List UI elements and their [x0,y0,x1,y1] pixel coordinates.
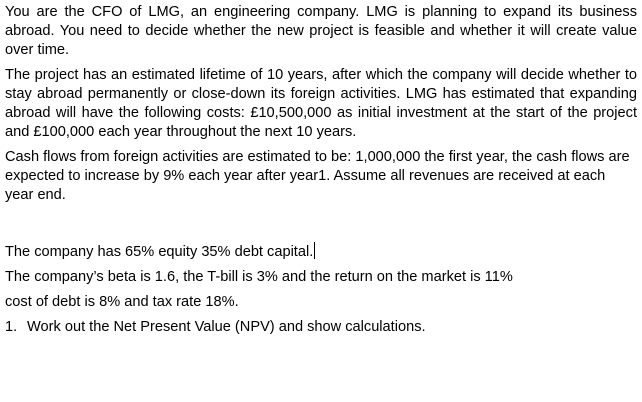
question-item [5,318,637,337]
document-body [5,3,637,337]
cash-flows-paragraph: Cash flows from foreign activities are estimated to be: 1,000,000 the first year, the cash flows are expected to increase by 9% each year after year1. Assume all revenues are received at each year end. [5,149,630,203]
project-costs-paragraph: The project has an estimated lifetime of 10 years, after which the company will decide whether to stay abroad permanently or close-down its foreign activities. LMG has estimated that expanding abroad will have the following costs: £10,500,000 as initial investment at the start of the project and £100,000 each year throughout the next 10 years. [5,67,637,140]
text-cursor [314,242,315,259]
question-number: 1. [5,319,18,335]
cost-of-debt-line: cost of debt is 8% and tax rate 18%. [5,294,239,310]
question-text: Work out the Net Present Value (NPV) and show calculations. [27,319,426,335]
beta-line: The company’s beta is 1.6, the T-bill is 3% and the return on the market is 11% [5,269,513,285]
capital-structure-line[interactable] [5,242,637,262]
capital-structure-text: The company has 65% equity 35% debt capital. [5,244,314,260]
intro-paragraph: You are the CFO of LMG, an engineering company. LMG is planning to expand its business abroad. You need to decide whether the new project is feasible and whether it will create value over time. [5,4,637,58]
